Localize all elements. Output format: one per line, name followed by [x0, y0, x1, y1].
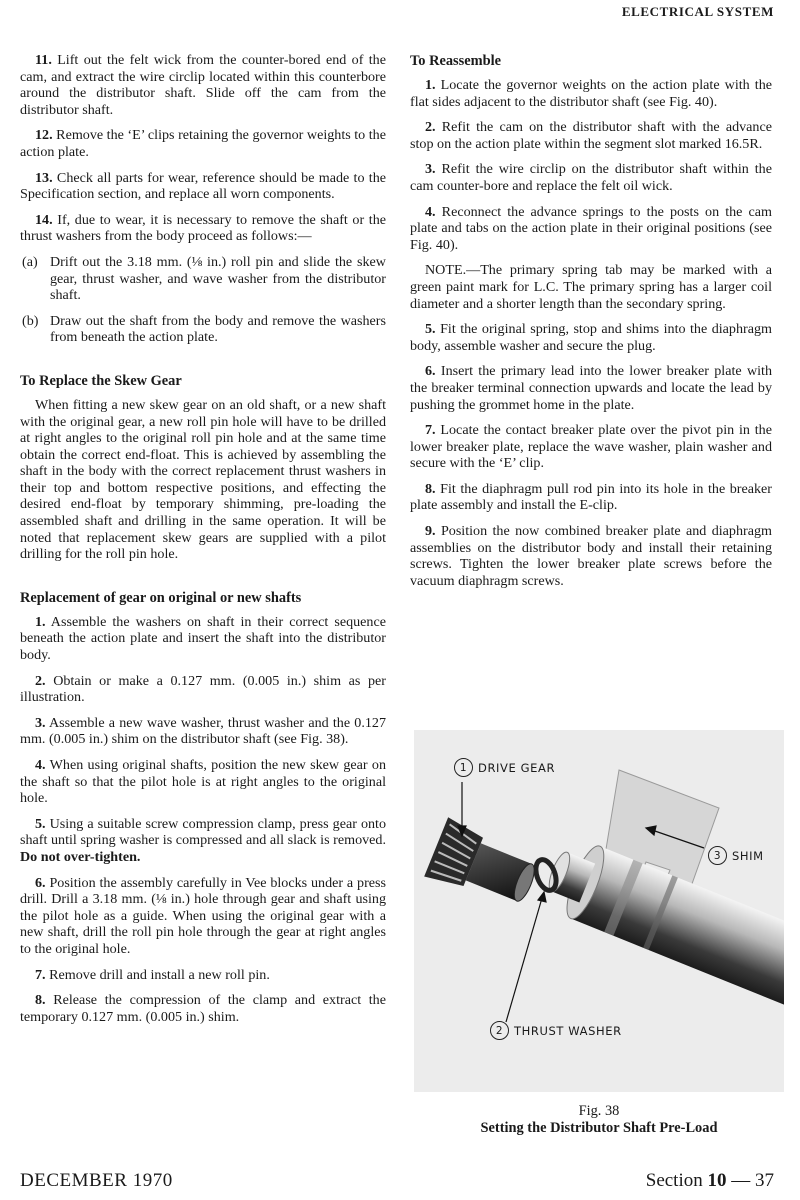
gear-step-1: 1. Assemble the washers on shaft in their correct sequence beneath the action plate and insert the shaft into the distributor body.	[20, 613, 386, 664]
gear-step-8: 8. Release the compression of the clamp and extract the temporary 0.127 mm. (0.005 in.) shim.	[20, 992, 386, 1025]
callout-drive-gear: 1 DRIVE GEAR	[454, 758, 555, 777]
figure-title: Setting the Distributor Shaft Pre-Load	[480, 1120, 718, 1136]
skew-gear-heading: To Replace the Skew Gear	[20, 372, 182, 389]
gear-step-2: 2. Obtain or make a 0.127 mm. (0.005 in.) shim as per illustration.	[20, 672, 386, 706]
subitem-b: (b) Draw out the shaft from the body and remove the washers from beneath the action plate.	[22, 312, 386, 346]
step-12: 12. Remove the ‘E’ clips retaining the governor weights to the action plate.	[20, 127, 386, 160]
figure-number: Fig. 38	[578, 1103, 620, 1119]
reassemble-step-3: 3. Refit the wire circlip on the distributor shaft within the cam counter-bore and replace the felt oil wick.	[410, 161, 772, 194]
callout-shim: 3 SHIM	[708, 846, 764, 865]
drive-gear	[424, 817, 543, 915]
gear-step-3: 3. Assemble a new wave washer, thrust washer and the 0.127 mm. (0.005 in.) shim on the distributor shaft (see Fig. 38).	[20, 714, 386, 748]
reassemble-step-2: 2. Refit the cam on the distributor shaft with the advance stop on the action plate within the segment slot marked 16.5R.	[410, 119, 772, 152]
gear-step-6: 6. Position the assembly carefully in Vee blocks under a press drill. Drill a 3.18 mm. (⅛ in.) hole through gear and shaft using the pilot hole as a guide. When using the original gear with a new shaft, drill the roll pin hole through the gear at right angles to the original hole.	[20, 874, 386, 957]
reassemble-heading: To Reassemble	[410, 53, 502, 69]
primary-spring-note: NOTE.—The primary spring tab may be marked with a green paint mark for L.C. The primary spring has a larger coil diameter and a shorter length than the secondary spring.	[410, 262, 772, 312]
reassemble-step-5: 5. Fit the original spring, stop and shims into the diaphragm body, assemble washer and secure the plug.	[410, 321, 772, 354]
step-13: 13. Check all parts for wear, reference should be made to the Specification section, and replace all worn components.	[20, 169, 386, 203]
reassemble-step-6: 6. Insert the primary lead into the lower breaker plate with the breaker terminal connection upwards and locate the lead by pushing the grommet home in the plate.	[410, 363, 772, 413]
reassemble-step-1: 1. Locate the governor weights on the action plate with the flat sides adjacent to the distributor shaft (see Fig. 40).	[410, 77, 772, 110]
reassemble-step-9: 9. Position the now combined breaker plate and diaphragm assemblies on the distributor body and install their retaining screws. Tighten the lower breaker plate screws before the vacuum diaphragm screws.	[410, 523, 772, 589]
left-column	[20, 52, 386, 1034]
subitem-a: (a) Drift out the 3.18 mm. (⅛ in.) roll pin and slide the skew gear, thrust washer, and wave washer from the distributor shaft.	[22, 253, 386, 304]
step-11: 11. Lift out the felt wick from the counter-bored end of the cam, and extract the wire circlip located within this counterbore around the distributor shaft. Slide off the cam from the distributor shaft.	[20, 52, 386, 118]
reassemble-step-4: 4. Reconnect the advance springs to the posts on the cam plate and tabs on the action plate in their original positions (see Fig. 40).	[410, 203, 772, 253]
reassemble-step-8: 8. Fit the diaphragm pull rod pin into its hole in the breaker plate assembly and install the E-clip.	[410, 480, 772, 514]
fig-38-illustration	[414, 730, 784, 1092]
right-column	[410, 52, 772, 598]
reassemble-step-7: 7. Locate the contact breaker plate over the pivot pin in the lower breaker plate, replace the wave washer, plain washer and secure with the ‘E’ clip.	[410, 422, 772, 472]
callout-thrust-washer: 2 THRUST WASHER	[490, 1021, 622, 1040]
gear-step-5: 5. Using a suitable screw compression clamp, press gear onto shaft until spring washer is compressed and all slack is removed. Do not over-tighten.	[20, 815, 386, 865]
skew-gear-text: When fitting a new skew gear on an old shaft, or a new shaft with the original gear, a new roll pin hole will have to be drilled at right angles to the original roll pin hole and at the same time obtain the correct end-float. This is achieved by assembling the shaft in the body with the correct replacement thrust washers in their top and bottom respective positions, and effecting the desired end-float by temporary shimming, pre-loading the assembled shaft and drilling in the same operation. It will be noted that replacement skew gears are supplied with a pilot drilling for the roll pin hole.	[20, 396, 386, 563]
footer-page: Section 10 — 37	[645, 1170, 774, 1191]
running-header: ELECTRICAL SYSTEM	[621, 4, 774, 19]
figure-caption	[414, 1103, 784, 1137]
footer-date: DECEMBER 1970	[20, 1170, 173, 1191]
gear-step-7: 7. Remove drill and install a new roll pin.	[35, 966, 270, 983]
gear-replacement-heading: Replacement of gear on original or new shafts	[20, 589, 302, 606]
gear-step-4: 4. When using original shafts, position the new skew gear on the shaft so that the pilot hole is at right angles to the original hole.	[20, 757, 386, 807]
step-14: 14. If, due to wear, it is necessary to remove the shaft or the thrust washers from the body proceed as follows:—	[20, 211, 386, 245]
